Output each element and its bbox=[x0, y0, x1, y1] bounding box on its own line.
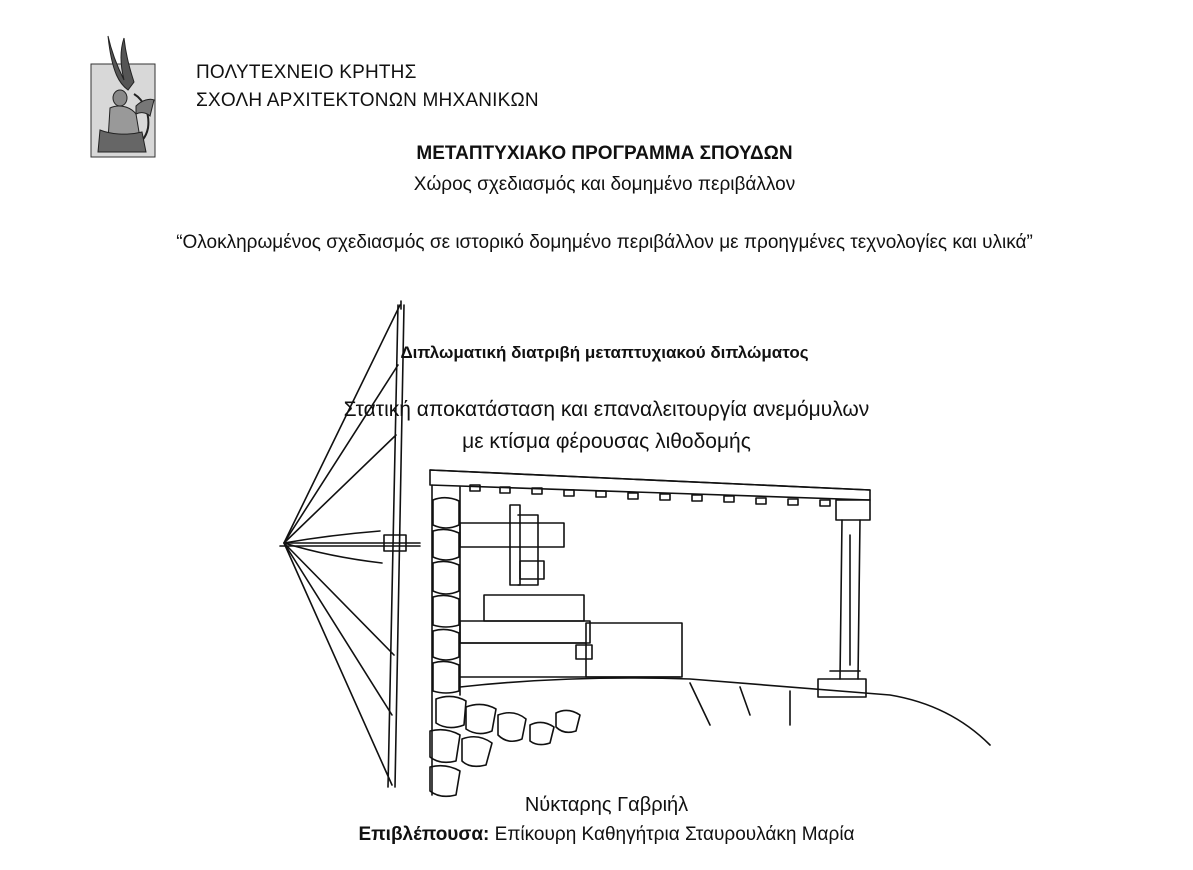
thesis-type: Διπλωματική διατριβή μεταπτυχιακού διπλώματος bbox=[400, 343, 809, 362]
supervisor-name: Επίκουρη Καθηγήτρια Σταυρουλάκη Μαρία bbox=[489, 824, 855, 845]
program-specialization: “Ολοκληρωμένος σχεδιασμός σε ιστορικό δομημένο περιβάλλον με προηγμένες τεχνολογίες και υλικά” bbox=[176, 232, 1033, 253]
thesis-title-line-2: με κτίσμα φέρουσας λιθοδομής bbox=[462, 430, 751, 453]
school-name: ΣΧΟΛΗ ΑΡΧΙΤΕΚΤΟΝΩΝ ΜΗΧΑΝΙΚΩΝ bbox=[196, 90, 539, 111]
institution-name: ΠΟΛΥΤΕΧΝΕΙΟ ΚΡΗΤΗΣ bbox=[196, 62, 417, 83]
program-title: ΜΕΤΑΠΤΥΧΙΑΚΟ ΠΡΟΓΡΑΜΜΑ ΣΠΟΥΔΩΝ bbox=[416, 143, 793, 164]
author-name: Νύκταρης Γαβριήλ bbox=[524, 794, 689, 816]
university-seal-icon bbox=[90, 34, 156, 158]
windmill-sketch-icon bbox=[270, 295, 1000, 805]
supervisor-label: Επιβλέπουσα: bbox=[358, 824, 490, 845]
supervisor bbox=[10, 824, 1193, 846]
program-field: Χώρος σχεδιασμός και δομημένο περιβάλλον bbox=[413, 174, 796, 195]
thesis-title-line-1: Στατική αποκατάσταση και επαναλειτουργία ανεμόμυλων bbox=[343, 398, 870, 421]
